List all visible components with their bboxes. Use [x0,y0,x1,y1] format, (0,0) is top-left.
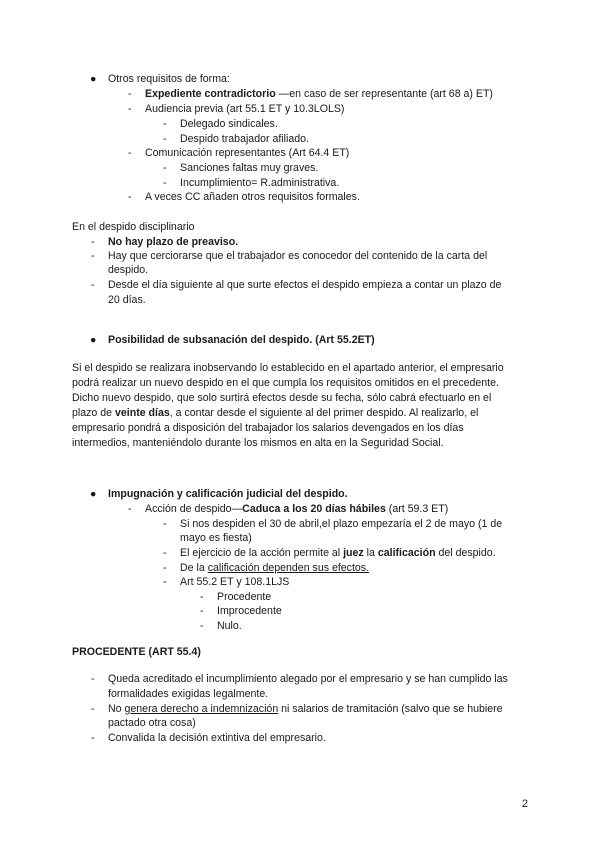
list-item: Queda acreditado el incumplimiento alegado por el empresario y se han cumplido las [108,673,508,685]
section3-heading: Posibilidad de subsanación del despido. (Art 55.2ET) [108,334,375,346]
paragraph-line: Si el despido se realizara inobservando lo establecido en el apartado anterior, el empresario [72,362,504,374]
paragraph-line: empresario pondrá a disposición del trabajador los salarios devengados en los días [72,422,464,434]
dash-icon: - [200,620,204,632]
paragraph-line: intermedios, manteniéndolo durante los mismos en alta en la Seguridad Social. [72,437,444,449]
bullet-icon: ● [90,488,97,500]
list-item: El ejercicio de la acción permite al juez la calificación del despido. [180,547,496,559]
dash-icon: - [163,118,167,130]
list-item-cont: despido. [108,264,149,276]
dash-icon: - [163,133,167,145]
dash-icon: - [91,236,95,248]
paragraph-line: podrá realizar un nuevo despido en el que cumpla los requisitos omitidos en el precedente. [72,377,499,389]
list-item: Incumplimiento= R.administrativa. [180,177,340,189]
list-item: Convalida la decisión extintiva del empresario. [108,732,326,744]
list-item: Hay que cerciorarse que el trabajador es conocedor del contenido de la carta del [108,250,488,262]
list-item: Nulo. [217,620,242,632]
dash-icon: - [91,250,95,262]
list-item-cont: formalidades exigidas legalmente. [108,688,269,700]
list-item: Audiencia previa (art 55.1 ET y 10.3LOLS) [145,103,345,115]
list-item: Expediente contradictorio —en caso de ser representante (art 68 a) ET) [145,88,493,100]
paragraph-line: Dicho nuevo despido, que solo surtirá efectos desde su fecha, sólo cabrá efectuarlo en el [72,392,492,404]
dash-icon: - [128,503,132,515]
list-item: Art 55.2 ET y 108.1LJS [180,576,290,588]
dash-icon: - [91,279,95,291]
list-item: Acción de despido—Caduca a los 20 días hábiles (art 59.3 ET) [145,503,449,515]
list-item-cont: mayo es fiesta) [180,532,252,544]
section5-heading: PROCEDENTE (ART 55.4) [72,646,201,658]
dash-icon: - [163,518,167,530]
dash-icon: - [128,147,132,159]
dash-icon: - [163,177,167,189]
dash-icon: - [91,703,95,715]
list-item: De la calificación dependen sus efectos. [180,562,370,574]
list-item: Si nos despiden el 30 de abril,el plazo empezaría el 2 de mayo (1 de [180,518,503,530]
dash-icon: - [128,88,132,100]
dash-icon: - [128,191,132,203]
section2-intro: En el despido disciplinario [72,221,195,233]
dash-icon: - [163,162,167,174]
list-item: Improcedente [217,605,282,617]
list-item: Desde el día siguiente al que surte efectos el despido empieza a contar un plazo de [108,279,502,291]
page-number: 2 [521,798,528,810]
bullet-icon: ● [90,334,97,346]
section1-heading: Otros requisitos de forma: [108,73,230,85]
list-item: Procedente [217,591,272,603]
bullet-icon: ● [90,73,97,85]
dash-icon: - [163,547,167,559]
paragraph-line: plazo de veinte días, a contar desde el siguiente al del primer despido. Al realizarlo, el [72,407,479,419]
dash-icon: - [91,732,95,744]
list-item-cont: pactado otra cosa) [108,717,196,729]
list-item: Comunicación representantes (Art 64.4 ET) [145,147,350,159]
list-item: Sanciones faltas muy graves. [180,162,319,174]
dash-icon: - [91,673,95,685]
list-item: No genera derecho a indemnización ni salarios de tramitación (salvo que se hubiere [108,703,503,715]
list-item: A veces CC añaden otros requisitos formales. [145,191,360,203]
dash-icon: - [200,605,204,617]
list-item-cont: 20 días. [108,294,146,306]
section4-heading: Impugnación y calificación judicial del despido. [108,488,348,500]
list-item: Despido trabajador afiliado. [180,133,309,145]
dash-icon: - [200,591,204,603]
list-item: No hay plazo de preaviso. [108,236,239,248]
dash-icon: - [128,103,132,115]
dash-icon: - [163,576,167,588]
list-item: Delegado sindicales. [180,118,278,130]
dash-icon: - [163,562,167,574]
